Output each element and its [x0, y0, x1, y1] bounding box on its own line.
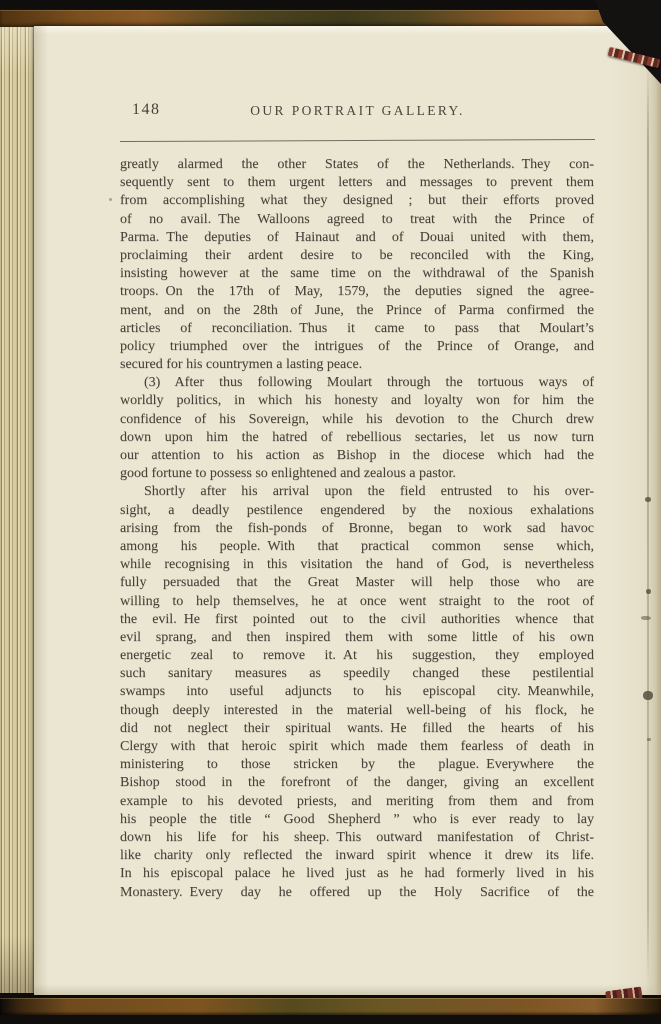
text-line: ment, and on the 28th of June, the Prince of Parma confirmed the — [120, 302, 594, 318]
text-line: among his people. With that practical common sense which, — [120, 538, 594, 554]
text-line: (3) After thus following Moulart through the tortuous ways of — [144, 375, 594, 391]
text-line: his people the title “ Good Shepherd ” who is ever ready to lay — [120, 811, 594, 827]
page-header — [120, 101, 595, 123]
ink-speck — [645, 497, 651, 502]
text-line: Shortly after his arrival upon the field entrusted to his over- — [144, 484, 594, 500]
text-line: Clergy with that heroic spirit which made them fearless of death in — [120, 739, 594, 754]
text-line: energetic zeal to remove it. At his suggestion, they employed — [120, 648, 594, 664]
text-line: Bishop stood in the forefront of the danger, giving an excellent — [120, 775, 594, 791]
text-line: troops. On the 17th of May, 1579, the deputies signed the agree- — [120, 284, 594, 300]
text-line: good fortune to possess so enlightened and zealous a pastor. — [120, 466, 456, 482]
text-line: articles of reconciliation. Thus it came to pass that Moulart’s — [120, 320, 594, 336]
page-crease — [647, 66, 649, 982]
ink-speck — [641, 616, 651, 620]
text-line: fully persuaded that the Great Master will help those who are — [120, 575, 594, 591]
text-line: while recognising in this visitation the hand of God, is nevertheless — [120, 557, 594, 573]
text-line: of no avail. The Walloons agreed to treat with the Prince of — [120, 211, 594, 227]
text-line: Parma. The deputies of Hainaut and of Douai united with them, — [120, 229, 594, 245]
text-line: confidence of his Sovereign, while his devotion to the Church drew — [120, 411, 594, 427]
ink-speck — [643, 691, 653, 700]
text-line: swamps into useful adjuncts to his episcopal city. Meanwhile, — [120, 684, 594, 700]
book-cover-top-edge — [0, 9, 661, 27]
text-line: greatly alarmed the other States of the Netherlands. They con- — [120, 157, 594, 172]
ink-speck — [647, 738, 651, 741]
text-line: example to his devoted priests, and meriting from them and from — [120, 793, 594, 809]
text-line: In his episcopal palace he lived just as he had formerly lived in his — [120, 866, 594, 882]
text-line: did not neglect their spiritual wants. He filled the hearts of his — [120, 720, 594, 736]
text-line: policy triumphed over the intrigues of the Prince of Orange, and — [120, 338, 594, 354]
book-cover-bottom-edge — [0, 998, 661, 1015]
text-line: sight, a deadly pestilence engendered by the noxious exhalations — [120, 502, 594, 518]
text-line: ministering to those stricken by the plague. Everywhere the — [120, 757, 594, 773]
text-line: proclaiming their ardent desire to be reconciled with the King, — [120, 247, 594, 263]
text-line: down upon him the hatred of rebellious sectaries, let us now turn — [120, 429, 594, 445]
text-block — [120, 156, 594, 902]
paragraph — [120, 483, 594, 901]
paragraph — [120, 156, 594, 374]
text-line: worldly politics, in which his honesty and loyalty won for him the — [120, 393, 594, 409]
text-line: our attention to his action as Bishop in the diocese which had the — [120, 448, 594, 463]
running-title: OUR PORTRAIT GALLERY. — [250, 103, 465, 118]
text-line: willing to help themselves, he at once went straight to the root of — [120, 593, 594, 609]
text-line: from accomplishing what they designed ; but their efforts proved — [120, 193, 594, 209]
text-line: like charity only reflected the inward spirit whence it drew its life. — [120, 848, 594, 864]
text-line: though deeply interested in the material well-being of his flock, he — [120, 702, 594, 718]
text-line: secured for his countrymen a lasting peace. — [120, 357, 363, 373]
text-line: evil sprang, and then inspired them with some little of his own — [120, 629, 594, 645]
text-line: sequently sent to them urgent letters and messages to prevent them — [120, 175, 594, 191]
page-number: 148 — [132, 101, 161, 118]
text-line: Monastery. Every day he offered up the Holy Sacrifice of the — [120, 884, 594, 900]
text-line: such sanitary measures as speedily changed these pestilential — [120, 666, 594, 682]
ink-speck — [646, 589, 651, 594]
text-line: insisting however at the same time on the withdrawal of the Spanish — [120, 266, 594, 282]
paragraph — [120, 374, 594, 483]
page-fore-edges — [0, 27, 36, 993]
text-line: arising from the fish-ponds of Bronne, began to work sad havoc — [120, 520, 594, 536]
ink-speck — [109, 198, 112, 201]
text-line: the evil. He first pointed out to the civil authorities whence that — [120, 611, 594, 627]
text-line: down his life for his sheep. This outward manifestation of Christ- — [120, 829, 594, 845]
